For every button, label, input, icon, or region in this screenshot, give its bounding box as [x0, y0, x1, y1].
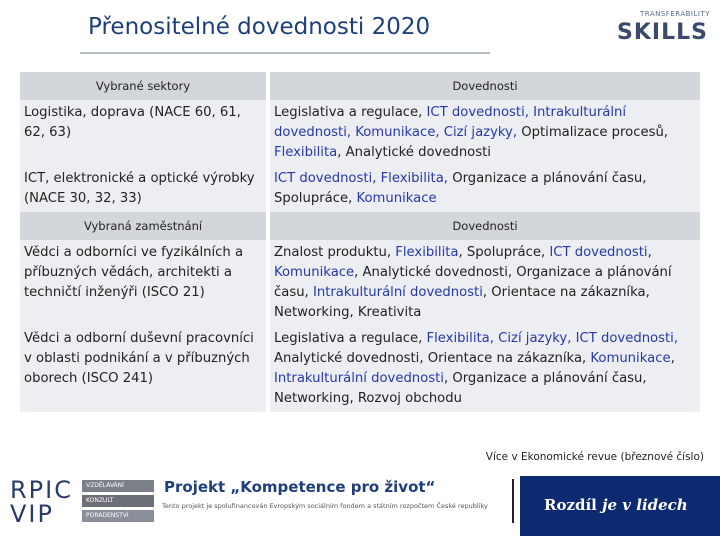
transferability-skills-logo	[606, 8, 710, 48]
sectors-header-row	[20, 72, 700, 100]
job-name: Vědci a odborní duševní pracovníci v oblasti podnikání a v příbuzných oborech (ISCO 241)	[20, 326, 268, 412]
job-skills	[268, 240, 700, 326]
job-name: Vědci a odborníci ve fyzikálních a příbuzných vědách, architekti a techničtí inženýři (ISCO 21)	[20, 240, 268, 326]
skill-text: , Analytické dovednosti, Organizace a plánování času,	[274, 265, 672, 300]
table-row	[20, 100, 700, 166]
sectors-header-left: Vybrané sektory	[20, 72, 268, 100]
highlighted-skill: Intrakulturální dovednosti	[274, 371, 444, 386]
sector-skills	[268, 100, 700, 166]
skill-text: Organizace a plánování času, Spolupráce,	[274, 171, 647, 206]
page-title: Přenositelné dovednosti 2020	[88, 14, 431, 40]
skill-text: Legislativa a regulace,	[274, 105, 427, 120]
jobs-header-right: Dovednosti	[268, 212, 700, 240]
footer-divider	[512, 479, 514, 523]
sector-skills	[268, 166, 700, 212]
rpic-line1: RPIC	[10, 476, 73, 504]
skill-text: , Spolupráce,	[458, 245, 550, 260]
skill-text: Znalost produktu,	[274, 245, 396, 260]
project-info	[162, 478, 512, 536]
title-underline	[80, 52, 490, 54]
skill-text: ,	[647, 245, 652, 260]
job-skills	[268, 326, 700, 412]
highlighted-skill: Flexibilita, Cizí jazyky, ICT dovednosti,	[426, 331, 679, 346]
tag-item: KONZULT	[82, 495, 154, 507]
source-note: Více v Ekonomické revue (březnové číslo)	[485, 451, 704, 463]
highlighted-skill: Komunikace	[274, 265, 355, 280]
table-row	[20, 166, 700, 212]
slogan-part-a: Rozdíl	[544, 496, 597, 514]
table-row	[20, 326, 700, 412]
tag-item: VZDĚLÁVÁNÍ	[82, 480, 154, 492]
skill-text: Optimalizace procesů,	[517, 125, 668, 140]
jobs-header-left: Vybraná zaměstnání	[20, 212, 268, 240]
skill-text: , Orientace na zákazníka, Networking, Kreativita	[274, 285, 650, 320]
sector-name: ICT, elektronické a optické výrobky (NACE 30, 32, 33)	[20, 166, 268, 212]
highlighted-skill: ICT dovednosti, Intrakulturální dovednosti, Komunikace, Cizí jazyky,	[274, 105, 627, 140]
highlighted-skill: Flexibilita	[395, 245, 459, 260]
highlighted-skill: ICT dovednosti, Flexibilita,	[274, 171, 448, 186]
rpic-logo-text	[10, 478, 73, 526]
skill-text: , Organizace a plánování času, Networking, Rozvoj obchodu	[274, 371, 647, 406]
highlighted-skill: Flexibilita	[274, 145, 338, 160]
table-row	[20, 240, 700, 326]
logo-small-text: TRANSFERABILITY	[639, 10, 710, 18]
highlighted-skill: Komunikace	[356, 191, 437, 206]
rpic-tags	[82, 480, 154, 525]
slogan-part-b: je v lidech	[602, 496, 688, 514]
slogan-banner	[520, 476, 720, 536]
jobs-header-row	[20, 212, 700, 240]
skill-text: ,	[670, 351, 675, 366]
slogan	[544, 496, 688, 514]
sector-name: Logistika, doprava (NACE 60, 61, 62, 63)	[20, 100, 268, 166]
sectors-header-right: Dovednosti	[268, 72, 700, 100]
project-title: Projekt „Kompetence pro život“	[164, 478, 436, 496]
skill-text: Legislativa a regulace,	[274, 331, 427, 346]
rpic-line2: VIP	[10, 500, 54, 528]
skill-text: Analytické dovednosti, Orientace na zákazníka,	[274, 351, 591, 366]
project-funding-text: Tento projekt je spolufinancován Evropským sociálním fondem a státním rozpočtem České republiky	[162, 502, 488, 510]
skill-text: , Analytické dovednosti	[337, 145, 491, 160]
logo-big-text: SKILLS	[617, 20, 708, 45]
highlighted-skill: Komunikace	[590, 351, 671, 366]
highlighted-skill: Intrakulturální dovednosti	[312, 285, 483, 300]
rpic-vip-logo	[10, 478, 160, 534]
highlighted-skill: ICT dovednosti	[549, 245, 648, 260]
skills-table	[20, 72, 700, 412]
tag-item: PORADENSTVÍ	[82, 510, 154, 522]
